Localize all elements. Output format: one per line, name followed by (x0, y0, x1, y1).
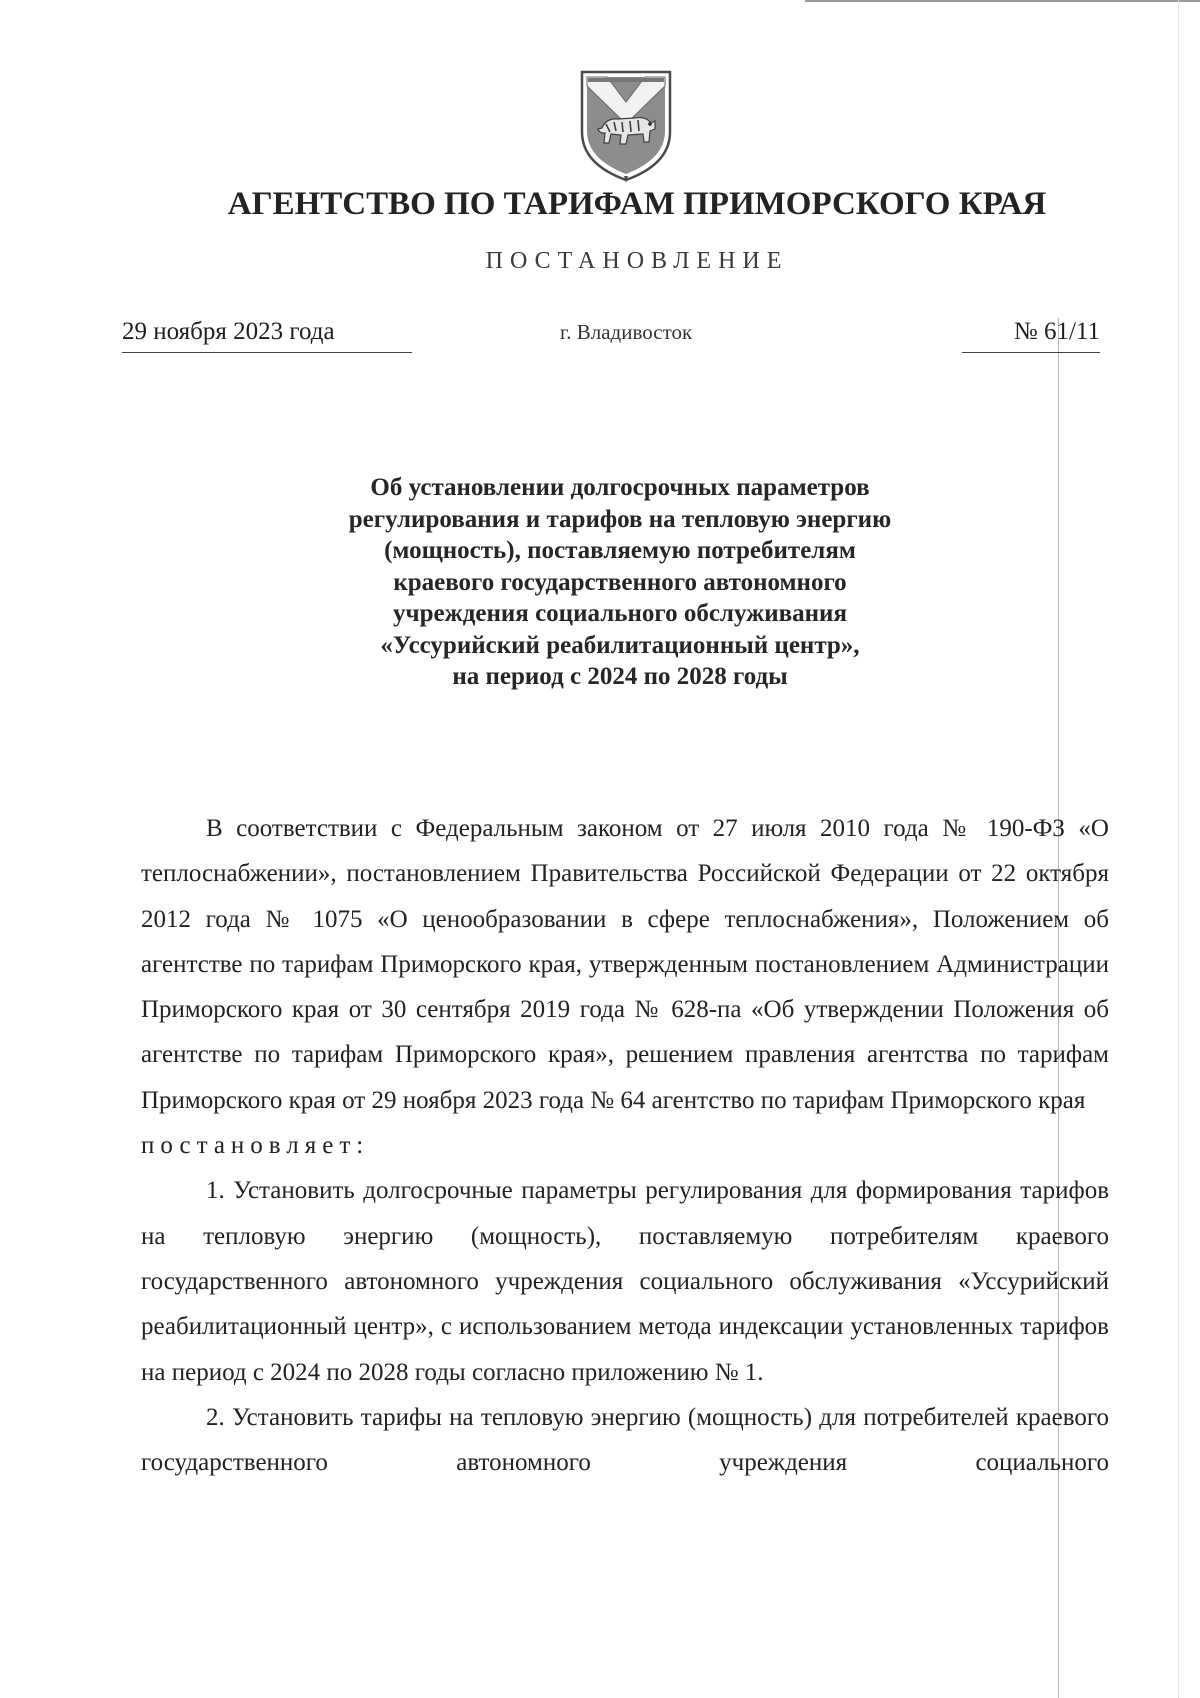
scan-edge-line (805, 0, 1200, 2)
title-line: регулирования и тарифов на тепловую энергию (348, 505, 892, 533)
primorsky-coat-of-arms-icon (576, 62, 676, 184)
title-line: краевого государственного автономного (393, 568, 847, 596)
title-line: (мощность), поставляемую потребителям (384, 537, 856, 564)
tiger-figure (598, 118, 655, 144)
title-line: Об установлении долгосрочных параметров (370, 474, 870, 501)
document-title (255, 472, 985, 693)
title-line: учреждения социального обслуживания (393, 600, 847, 627)
agency-name: АГЕНТСТВО ПО ТАРИФАМ ПРИМОРСКОГО КРАЯ (227, 186, 1047, 222)
preamble-text: В соответствии с Федеральным законом от 27 июля 2010 года № 190-ФЗ «О теплоснабжении», постановлением Правительства Российской Федерации от 22 октября 2012 года № 1075 «О ценообразовании в сфере теплоснабжения», Положением об агентстве по тарифам Приморского края, утвержденным постановлением Администрации Приморского края от 30 сентября 2019 года № 628-па «Об утверждении Положения об агентстве по тарифам Приморского края», решением правления агентства по тарифам Приморского края от 29 ноября 2023 года № 64 агентство по тарифам Приморского края (141, 815, 1109, 1114)
document-city: г. Владивосток (560, 320, 693, 344)
resolves-word: постановляет: (141, 1132, 370, 1160)
crown-strip (588, 78, 664, 82)
clause-1 (141, 1168, 1109, 1394)
document-date: 29 ноября 2023 года (122, 318, 412, 353)
clause-1-text: 1. Установить долгосрочные параметры регулирования для формирования тарифов на тепловую энергию (мощность), поставляемую потребителям краевого государственного автономного учреждения социального обслуживания «Уссурийский реабилитационный центр», с использованием метода индексации установленных тарифов на период с 2024 по 2028 годы согласно приложению № 1. (141, 1177, 1109, 1386)
document-body (141, 806, 1109, 1531)
preamble-paragraph (141, 806, 1109, 1123)
title-line: «Уссурийский реабилитационный центр», (380, 631, 860, 659)
document-number: № 61/11 (962, 318, 1100, 353)
title-line: на период с 2024 по 2028 годы (452, 663, 788, 690)
resolves-paragraph (141, 1123, 1109, 1168)
document-type: ПОСТАНОВЛЕНИЕ (485, 248, 789, 274)
clause-2 (141, 1395, 1109, 1531)
clause-2-text: 2. Установить тарифы на тепловую энергию (мощность) для потребителей краевого государственного автономного учреждения социального (141, 1403, 1109, 1477)
